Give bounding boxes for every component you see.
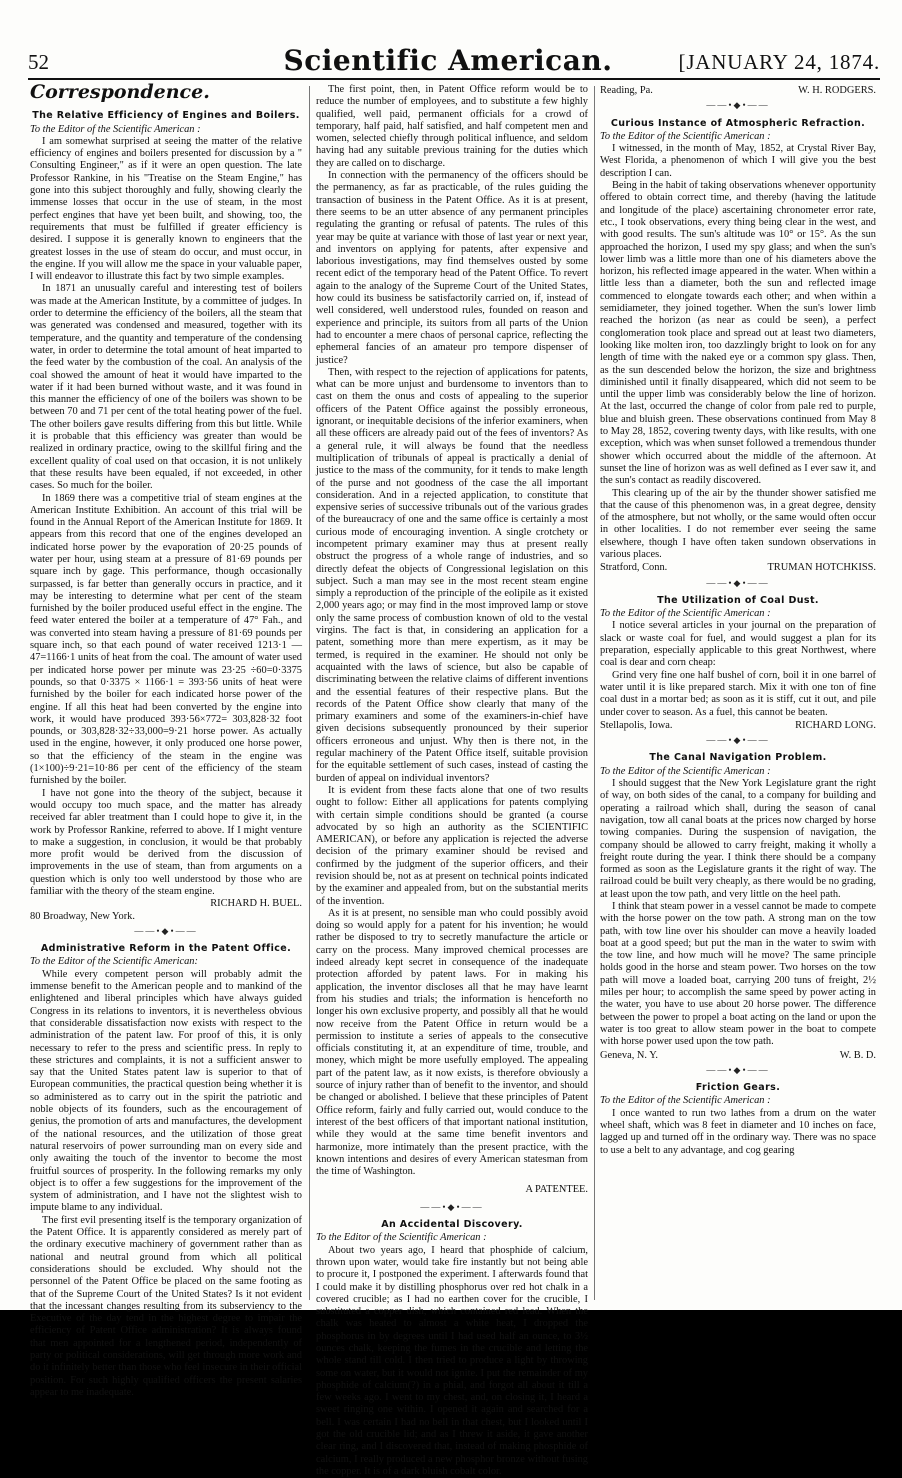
article-canal-navigation bbox=[600, 734, 876, 1062]
column-divider bbox=[309, 86, 310, 1300]
article-title: Administrative Reform in the Patent Office. bbox=[40, 943, 292, 955]
ornament-divider: ——•◆•—— bbox=[134, 925, 198, 936]
ornament-divider: ——•◆•—— bbox=[420, 1201, 484, 1212]
ornament-divider: ——•◆•—— bbox=[706, 100, 770, 111]
article-salutation: To the Editor of the Scientific American : bbox=[600, 765, 771, 777]
article-signature: RICHARD H. BUEL. bbox=[210, 898, 302, 910]
article-paragraph: This clearing up of the air by the thunder shower satisfied me that the cause of this phenomenon was, in a great degree, density of the atmosphere, but not wholly, or the same would often occur in other localities. I do not remember ever seeing the same elsewhere, though I have often taken sundown observations in various places. bbox=[600, 487, 876, 560]
article-paragraph: The first point, then, in Patent Office reform would be to reduce the number of employees, and to substitute a few highly qualified, well paid, permanent officials for a crowd of temporary, half paid, half satisfied, and half competent men and women, selected chiefly through political influence, and seldom having had any suitable previous training for the duties which they are called on to discharge. bbox=[316, 84, 588, 169]
article-place: Reading, Pa. bbox=[600, 85, 653, 96]
article-title: The Relative Efficiency of Engines and Boilers. bbox=[32, 110, 300, 122]
article-title: Curious Instance of Atmospheric Refraction. bbox=[610, 117, 866, 129]
article-paragraph: It is evident from these facts alone that one of two results ought to follow: Either all applications for patents complying with certain simple conditions should be granted (a course advocated by so high an authority as the SCIENTIFIC AMERICAN), or before any application is rejected the adverse decision of the primary examiner should be revised and confirmed by the judgment of the superior officers, and their revision should be, not as at present on technical points indicated by the examiner and appealed from, but on the substantial merits of the invention. bbox=[316, 784, 588, 907]
article-paragraph: I notice several articles in your journal on the preparation of slack or waste coal for fuel, and would suggest a plan for its preparation, especially applicable to this great Northwest, where coal is dear and corn cheap: bbox=[600, 620, 876, 669]
column-1 bbox=[30, 81, 302, 1398]
article-paragraph: The first evil presenting itself is the temporary organization of the Patent Office. It is apparently considered as merely part of the ordinary executive machinery of government rather than as national and neutral ground from which all political considerations should be excluded. Why should not the personnel of the Patent Office be placed on the same footing as that of the Supreme Court of the United States? Is it not evident that the incessant changes resulting from its subserviency to the Executive of the day tend in the highest degree to impair the efficiency of Patent Office administration? It is always found that men appointed for a lengthened period, independently of party or political considerations, will get through more work and do it infinitely better than those who feel insecure in their official position. For such highly qualified officers the present salaries appear to me inadequate. bbox=[30, 1214, 302, 1398]
article-title: Friction Gears. bbox=[695, 1082, 781, 1094]
article-atmospheric-refraction bbox=[600, 99, 876, 574]
article-signature: RICHARD LONG. bbox=[795, 719, 876, 731]
article-paragraph: I witnessed, in the month of May, 1852, at Crystal River Bay, West Florida, a phenomenon of which I will give you the best description I can. bbox=[600, 143, 876, 179]
article-signoff bbox=[600, 720, 876, 732]
article-salutation: To the Editor of the Scientific American : bbox=[600, 608, 771, 620]
issue-date: [JANUARY 24, 1874. bbox=[678, 50, 880, 74]
article-signoff bbox=[600, 85, 876, 97]
ornament-divider: ——•◆•—— bbox=[706, 1064, 770, 1075]
article-paragraph: About two years ago, I heard that phosphide of calcium, thrown upon water, would take fire instantly but not being able to procure it, I postponed the experiment. I afterwards found that I could make it by distilling phosphorus over red hot chalk in a covered crucible; as I had no earthen cover for the crucible, I substituted a copper dish, which contained red lead. When the chalk was heated to almost a white heat, I dropped the phosphorus in by degrees until I had used half an ounce, to 3½ ounces chalk, keeping the fumes in the crucible and letting the whole stand till cold. I then tried to produce a light by throwing some on water, but it would not ignite. I put the remainder of my phosphide of calcium(?) in a phial, and forgot all about it till a few weeks ago. I went to my chest, and, on closing it, I heard a sweet ringing one within. I opened it again and searched for a bell. I was certain I had no bell in that chest, but I looked until I got the old crucible lid; and as I threw it aside, it gave another clear ring, and I discovered that, instead of making phosphide of calcium, I really produced a new phosphor bronze without fusing the copper. It is of a dark bluish cobalt color. bbox=[316, 1244, 588, 1477]
column-3 bbox=[600, 84, 876, 1302]
article-salutation: To the Editor of the Scientific American : bbox=[316, 1232, 487, 1244]
article-salutation: To the Editor of the Scientific American : bbox=[30, 123, 201, 135]
article-paragraph: In 1871 an unusually careful and interesting test of boilers was made at the American Institute, by a committee of judges. In order to determine the efficiency of the boilers, all the steam that was generated was condensed and measured, together with its temperature, and the quantity and temperature of the condensing water, in order to determine the total amount of heat imparted to the feed water by the combustion of the coal. An analysis of the coal showed the amount of heat it would have imparted to the water if it had been burned without waste, and it was found in this manner the efficiency of one of the boilers was shown to be between 70 and 71 per cent of the total heating power of the fuel. The other boilers gave results differing from this but little. While it is probable that this efficiency was greater than would be realized in ordinary practice, owing to the skillful firing and the excellent quality of coal used on that occasion, it is not unlikely that these results have been equaled, if not exceeded, in other cases. So much for the boiler. bbox=[30, 283, 302, 492]
article-accidental-discovery bbox=[316, 1201, 588, 1478]
article-paragraph: I once wanted to run two lathes from a drum on the water wheel shaft, which was 8 feet in diameter and 10 inches on face, lagged up and turned off in the ordinary way. There was no space to use a belt to any advantage, and cog gearing bbox=[600, 1107, 876, 1156]
page-header bbox=[28, 44, 880, 76]
article-salutation: To the Editor of the Scientific American : bbox=[600, 1095, 771, 1107]
article-signature: A PATENTEE. bbox=[525, 1184, 588, 1196]
article-paragraph: Being in the habit of taking observations whenever opportunity offered to obtain correct time, and thereby (having the latitude and longitude of the place) ascertaining chronometer error rate, etc., I took observations, every thing being clear in the west, and with good results. The sun's altitude was 10° or 15°. As the sun approached the horizon, I used my spy glass; and when the sun's lower limb was a little more than one of his diameters above the horizon, his reflected image appeared in the water. When within a little less than a diameter, both the sun and reflected image commenced to elongate towards each other; and when within a semidiameter, they joined together. When the sun's lower limb reached the horizon (as near as could be seen), a perfect conglomeration took place and spread out at least two diameters, looking like molten iron, too dazzlingly bright to look on for any length of time with the naked eye or a common spy glass. Then, as the sun descended below the horizon, the size and brightness diminished until it finally disappeared, which did not seem to be until the upper limb was considerably below the line of horizon. At the last, occurred the change of color from pale red to purple, blue and bluish green. These observations continued from May 8 to May 28, 1852, covering twenty days, with like results, with one exception, which was when sunset followed a tremendous thunder shower which occurred about the middle of the afternoon. At sunset the line of horizon was as well defined as I ever saw it, and the sun's contact as readily discovered. bbox=[600, 180, 876, 487]
section-title: Correspondence. bbox=[30, 81, 210, 103]
column-divider bbox=[594, 86, 595, 1300]
article-signature: TRUMAN HOTCHKISS. bbox=[767, 562, 876, 574]
article-paragraph: I think that steam power in a vessel cannot be made to compete with the horse power on the tow path. A strong man on the tow path, with tow line over his shoulder can move a heavily loaded boat at a good speed; but put the man in the water to swim with the tow line, and how much will he move? The same principle holds good in the horse and steam power. Two horses on the tow path will move a loaded boat, carrying 200 tuns of freight, 2½ miles per hour; to accomplish the same speed by power acting in the water, you have to use about 20 horse power. The difference between the power to propel a boat acting on the land or upon the water is too great to allow steam power in the boat to compete with horse power used upon the tow path. bbox=[600, 901, 876, 1048]
article-paragraph: In 1869 there was a competitive trial of steam engines at the American Institute Exhibition. An account of this trial will be found in the Annual Report of the American Institute for 1869. It appears from this record that one of the engines developed an indicated horse power by the evaporation of 20·25 pounds of water per hour, using steam at a pressure of 81·69 pounds per square inch by gage. This performance, though occasionally surpassed, is far better than generally occurs in practice, and it may be interesting to determine what per cent of the steam furnished by the boiler produced useful effect in the engine. The feed water entered the boiler at a temperature of 47° Fah., and was converted into steam having a pressure of 81·69 pounds per square inch, so that each pound of water received 1213·1 — 47=1166·1 units of heat from the coal. The amount of water used per indicated horse power per minute was 23·25 ÷60=0·3375 pounds, so that 0·3375 × 1166·1 = 393·56 units of heat were furnished by the boiler for each indicated horse power of the engine. If all this heat had been converted by the engine into work, it would have produced 393·56×772= 303,828·32 foot pounds, or 303,828·32÷33,000=9·21 horse power. As actually used in the engine, however, it only produced one horse power, so that the efficiency of the steam in the engine was (1×100)÷9·21=10·86 per cent of the efficiency of the steam furnished by the boiler. bbox=[30, 492, 302, 787]
article-engines-boilers bbox=[30, 110, 302, 923]
article-coal-dust bbox=[600, 577, 876, 733]
article-paragraph: As it is at present, no sensible man who could possibly avoid doing so would apply for a patent for his invention; he would rather be disposed to try to secretly manufacture the article or carry on the process. Many improved chemical processes are indeed already kept secret in consequence of the inadequate protection afforded by patent laws. For in making his application, the inventor discloses all that he may have learnt from his studies and trials; the information is henceforth no longer his own exclusive property, and possibly all that he would now receive from the Patent Office in return would be a permission to institute a series of appeals to the consecutive officials constituting it, at an expenditure of time, trouble, and money, which might be more usefully employed. The appealing part of the patent law, as it now exists, is therefore obviously a source of injury rather than of benefit to the inventor, and should be changed or abolished. I believe that these principles of Patent Office reform, fairly and fully carried out, would conduce to the interest of the best officers of that important national institution, while they would at the same time benefit inventors and harmonize, more intimately than the present practice, with the known intentions and desires of every American statesman from the time of Washington. bbox=[316, 907, 588, 1178]
article-signature: W. B. D. bbox=[839, 1049, 876, 1061]
article-place: Geneva, N. Y. bbox=[600, 1049, 658, 1061]
article-title: An Accidental Discovery. bbox=[381, 1219, 523, 1231]
article-place: Stratford, Conn. bbox=[600, 562, 668, 574]
article-salutation: To the Editor of the Scientific American : bbox=[600, 130, 771, 142]
article-place: Stellapolis, Iowa. bbox=[600, 719, 673, 731]
article-salutation: To the Editor of the Scientific American: bbox=[30, 956, 198, 968]
article-paragraph: I should suggest that the New York Legislature grant the right of way, on both sides of the canal, to a company for building and operating a railroad which shall, during the season of canal navigation, tow all canal boats at the prices now charged by horse towing companies. During the suspension of navigation, the company should be allowed to carry freight, making it wholly a freight route during the year. I think there should be a company formed as soon as the Legislature grants it the right of way. The railroad could be built very cheaply, as there would be no grading, at least upon the tow path, and very little on the heel path. bbox=[600, 778, 876, 900]
ornament-divider: ——•◆•—— bbox=[706, 577, 770, 588]
article-title: The Canal Navigation Problem. bbox=[649, 752, 827, 764]
article-paragraph: Then, with respect to the rejection of applications for patents, what can be more unjust and burdensome to inventors than to cast on them the onus and costs of appealing to the superior officers of the Patent Office against the possibly erroneous, ignorant, or inequitable decisions of the inferior examiners, when all these officers are already paid out of the fees of inventors? As a general rule, it will always be found that the needless multiplication of tribunals of appeal is practically a denial of justice to the mass of the community, for it tends to make length of the purse and not goodness of the case the all important consideration. And in a rejected application, to constitute that expensive series of successive tribunals out of the various grades of the bureaucracy of one and the same office is certainly a most curious mode of encouraging invention. A single crotchety or incompetent primary examiner may thus at present really obstruct the progress of a whole range of industries, and so directly defeat the objects of Congressional legislation on this subject. Such a man may see in the most recent steam engine simply a reproduction of the principle of the eolipile as it existed 2,000 years ago; or may find in the most improved lamp or stove only the same process of combustion known of old to the vestal virgins. The fact is that, in considering an application for a patent, something more than mere expertism, as it may be termed, is required in the examiner. He should not only be acquainted with the laws of science, but also be capable of discriminating between the relative claims of different inventions and the essential features of their respective plans. But the records of the Patent Office show clearly that many of the primary examiners and some of the examiners-in-chief have given decisions subsequently pronounced by their superior officers erroneous and unjust. Why then is there not, in the regular machinery of the Patent Office itself, suitable provision for the equitable settlement of such cases, instead of casting the burden of appeal on individual inventors? bbox=[316, 366, 588, 784]
article-patent-reform bbox=[30, 925, 302, 1399]
masthead: Scientific American. bbox=[283, 44, 613, 77]
column-2 bbox=[316, 84, 588, 1477]
page-number: 52 bbox=[28, 50, 49, 74]
article-title: The Utilization of Coal Dust. bbox=[657, 594, 819, 606]
article-address: 80 Broadway, New York. bbox=[30, 910, 135, 922]
header-rule bbox=[28, 78, 880, 80]
article-paragraph: Grind very fine one half bushel of corn, boil it in one barrel of water until it is like prepared starch. Mix it with one ton of fine coal dust in a mortar bed; as soon as it is stiff, cut it out, and pile under cover to season. As a fuel, this cannot be beaten. bbox=[600, 669, 876, 718]
ornament-divider: ——•◆•—— bbox=[706, 735, 770, 746]
article-signoff bbox=[600, 562, 876, 574]
article-friction-gears bbox=[600, 1064, 876, 1157]
article-paragraph: While every competent person will probably admit the immense benefit to the American people and to mankind of the enlightened and liberal principles which have always guided Congress in its relations to inventors, it is nevertheless obvious that considerable dissatisfaction now exists with respect to the administration of the patent law. For proof of this, it is only necessary to refer to the press and scientific press. In reply to these strictures and complaints, it is not a sufficient answer to say that the United States patent law is superior to that of European communities, the practical question being whether it is so administered as to carry out in the spirit the patriotic and noble objects of its founders, such as the encouragement of genius, the promotion of arts and manufactures, the development of the national resources, and the utilization of those great natural reservoirs of power surrounding man on every side and only awaiting the touch of the inventor to become the most fruitful sources of prosperity. In the following remarks my only object is to offer a few suggestions for the improvement of the system of administration, and I have not the slightest wish to impute blame to any individual. bbox=[30, 968, 302, 1214]
article-paragraph: In connection with the permanency of the officers should be the permanency, as far as practicable, of the rules guiding the transaction of business in the Patent Office. As it is at present, there seems to be an utter absence of any permanent principles regulating the granting or refusal of patents. The rules of this year may be quite at variance with those of last year or next year, and inventors on applying for patents, after expensive and laborious investigations, may find themselves ousted by some recent edict of the temporary head of the Patent Office. To revert again to the analogy of the Supreme Court of the United States, how could its business be satisfactorily carried on, if, instead of well considered, well understood rules, founded on reason and experience and principle, its suitors from all parts of the Union had to encounter a mere chaos of personal caprice, reflecting the ephemeral fancies of an amateur pro tempore dispenser of justice? bbox=[316, 170, 588, 366]
article-signoff bbox=[600, 1050, 876, 1062]
article-signature: W. H. RODGERS. bbox=[798, 85, 876, 96]
article-paragraph: I have not gone into the theory of the subject, because it would occupy too much space, and the matter has already received far abler treatment than I could hope to give it, in the work by Professor Rankine, referred to above. If I might venture to make a suggestion, in conclusion, it would be that probably more profit would be derived from the discussion of improvements in the use of steam, than from arguments on a question which is only too well understood by those who are familiar with the theory of the steam engine. bbox=[30, 787, 302, 897]
article-paragraph: I am somewhat surprised at seeing the matter of the relative efficiency of engines and boilers presented for discussion by a " Consulting Engineer," as if it were an open question. The late Professor Rankine, in his "Treatise on the Steam Engine," has gone into this subject thoroughly and fully, showing clearly the immense losses that occur in the use of steam, in the most perfect engines that have yet been built, and showing, too, the requirements that must be fulfilled if greater efficiency is desired. I suppose it is generally known to engineers that the greatest losses in the use of steam do occur, and must occur, in the engine. If you will allow me the space in your valuable paper, I will endeavor to illustrate this fact by two simple examples. bbox=[30, 135, 302, 283]
